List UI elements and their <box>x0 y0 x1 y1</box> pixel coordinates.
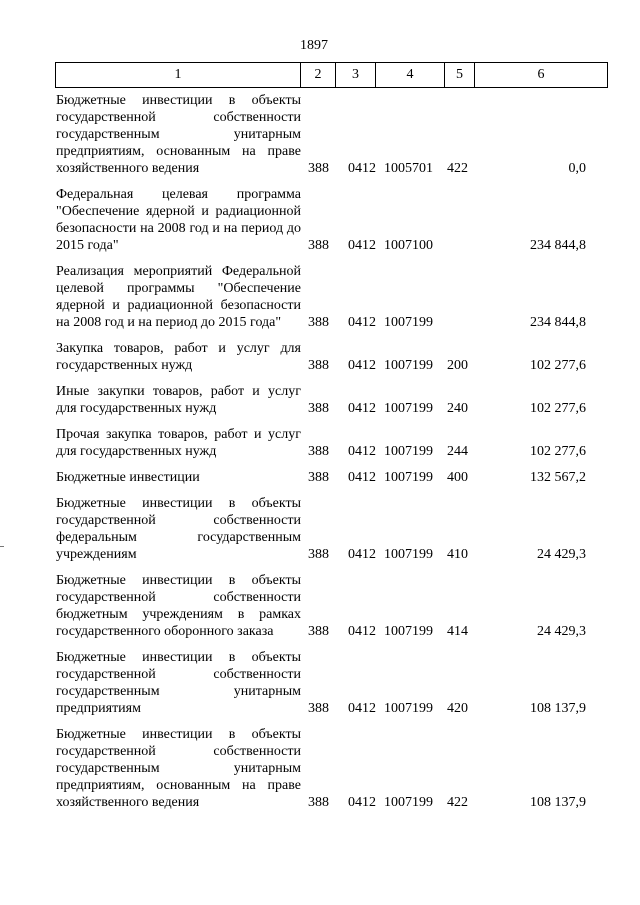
row-description: Иные закупки товаров, работ и услуг для государственных нужд <box>56 384 301 416</box>
row-code-section: 0412 <box>348 624 376 639</box>
row-code-ministry: 388 <box>308 624 329 639</box>
row-code-ministry: 388 <box>308 161 329 176</box>
row-amount: 24 429,3 <box>537 624 586 639</box>
row-amount: 108 137,9 <box>530 701 586 716</box>
row-description: Реализация мероприятий Федеральной целевой программы "Обеспечение ядерной и радиационной безопасности на 2008 год и на период до 2015 года" <box>56 264 301 330</box>
row-description: Прочая закупка товаров, работ и услуг для государственных нужд <box>56 427 301 459</box>
header-col-4: 4 <box>376 63 445 87</box>
row-description: Федеральная целевая программа "Обеспечение ядерной и радиационной безопасности на 2008 год и на период до 2015 года" <box>56 187 301 253</box>
row-code-section: 0412 <box>348 238 376 253</box>
row-code-expense-type: 400 <box>447 470 468 485</box>
row-code-ministry: 388 <box>308 238 329 253</box>
table-row <box>56 572 596 640</box>
table-row <box>56 92 596 177</box>
row-code-target: 1007100 <box>384 238 433 253</box>
row-code-ministry: 388 <box>308 547 329 562</box>
row-amount: 234 844,8 <box>530 238 586 253</box>
row-description: Бюджетные инвестиции в объекты государственной собственности федеральным государственным учреждениям <box>56 496 301 562</box>
row-amount: 108 137,9 <box>530 795 586 810</box>
row-code-section: 0412 <box>348 401 376 416</box>
row-code-expense-type: 422 <box>447 161 468 176</box>
row-description: Бюджетные инвестиции в объекты государственной собственности государственным унитарным предприятиям, основанным на праве хозяйственного ведения <box>56 93 301 176</box>
table-row <box>56 383 596 417</box>
table-row <box>56 649 596 717</box>
row-description: Бюджетные инвестиции в объекты государственной собственности бюджетным учреждениям в рамках государственного оборонного заказа <box>56 573 301 639</box>
row-code-section: 0412 <box>348 315 376 330</box>
row-code-target: 1007199 <box>384 470 433 485</box>
row-code-expense-type: 420 <box>447 701 468 716</box>
row-code-target: 1007199 <box>384 401 433 416</box>
row-code-section: 0412 <box>348 161 376 176</box>
table-row <box>56 495 596 563</box>
row-code-expense-type: 422 <box>447 795 468 810</box>
row-code-ministry: 388 <box>308 358 329 373</box>
row-code-target: 1007199 <box>384 358 433 373</box>
row-description: Бюджетные инвестиции в объекты государственной собственности государственным унитарным предприятиям, основанным на праве хозяйственного ведения <box>56 727 301 810</box>
budget-table <box>56 92 596 820</box>
row-code-section: 0412 <box>348 795 376 810</box>
row-code-target: 1007199 <box>384 624 433 639</box>
table-row <box>56 263 596 331</box>
header-col-2: 2 <box>301 63 336 87</box>
row-description: Бюджетные инвестиции в объекты государственной собственности государственным унитарным предприятиям <box>56 650 301 716</box>
row-amount: 0,0 <box>568 161 586 176</box>
header-col-5: 5 <box>445 63 475 87</box>
row-description: Закупка товаров, работ и услуг для государственных нужд <box>56 341 301 373</box>
row-code-target: 1007199 <box>384 315 433 330</box>
row-code-target: 1007199 <box>384 444 433 459</box>
row-code-section: 0412 <box>348 470 376 485</box>
row-code-expense-type: 240 <box>447 401 468 416</box>
row-amount: 102 277,6 <box>530 401 586 416</box>
header-col-3: 3 <box>336 63 376 87</box>
page-number: 1897 <box>300 38 328 53</box>
row-amount: 234 844,8 <box>530 315 586 330</box>
row-code-section: 0412 <box>348 444 376 459</box>
row-code-section: 0412 <box>348 701 376 716</box>
row-code-section: 0412 <box>348 358 376 373</box>
row-amount: 102 277,6 <box>530 444 586 459</box>
scan-margin-mark <box>0 546 4 547</box>
header-col-1: 1 <box>56 63 301 87</box>
header-col-6: 6 <box>537 67 545 82</box>
row-code-target: 1007199 <box>384 547 433 562</box>
row-amount: 102 277,6 <box>530 358 586 373</box>
row-code-ministry: 388 <box>308 401 329 416</box>
table-row <box>56 469 596 486</box>
row-code-ministry: 388 <box>308 795 329 810</box>
row-code-expense-type: 410 <box>447 547 468 562</box>
row-code-ministry: 388 <box>308 315 329 330</box>
row-code-ministry: 388 <box>308 701 329 716</box>
row-code-ministry: 388 <box>308 470 329 485</box>
row-amount: 24 429,3 <box>537 547 586 562</box>
table-row <box>56 340 596 374</box>
row-code-target: 1005701 <box>384 161 433 176</box>
row-code-target: 1007199 <box>384 795 433 810</box>
row-code-target: 1007199 <box>384 701 433 716</box>
row-code-expense-type: 244 <box>447 444 468 459</box>
table-row <box>56 726 596 811</box>
row-code-section: 0412 <box>348 547 376 562</box>
table-row <box>56 426 596 460</box>
table-column-header <box>55 62 608 88</box>
row-code-ministry: 388 <box>308 444 329 459</box>
row-code-expense-type: 200 <box>447 358 468 373</box>
row-amount: 132 567,2 <box>530 470 586 485</box>
table-row <box>56 186 596 254</box>
row-code-expense-type: 414 <box>447 624 468 639</box>
row-description: Бюджетные инвестиции <box>56 470 200 485</box>
